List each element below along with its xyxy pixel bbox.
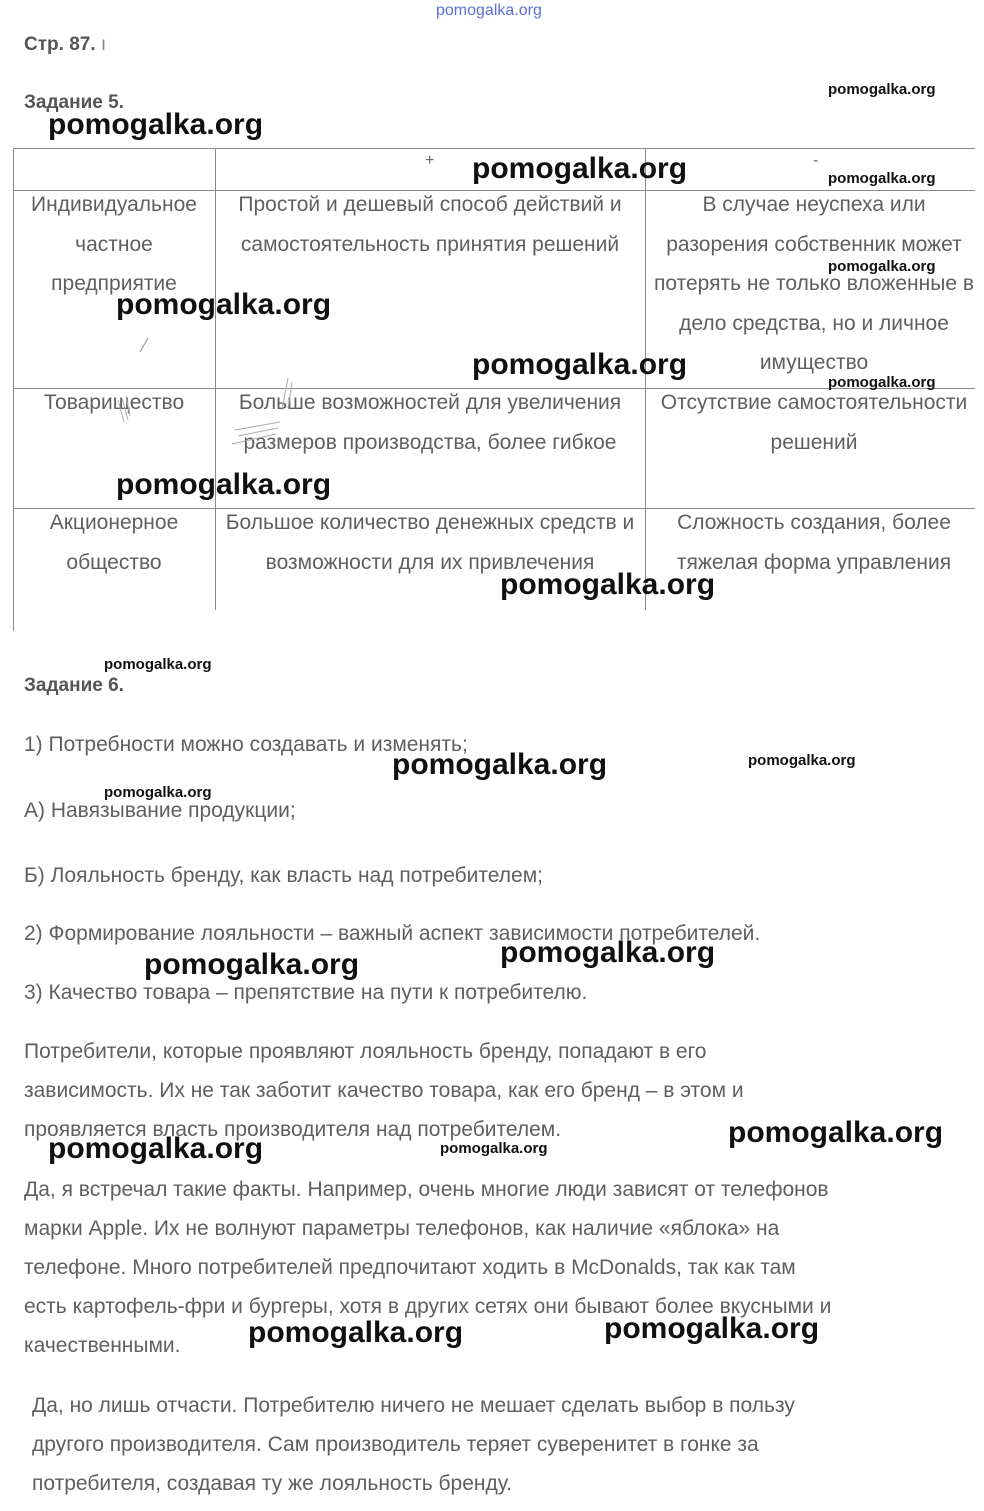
paragraph-1-line: проявляется власть производителя над потребителем. [24,1118,562,1141]
task6-q1: 1) Потребности можно создавать и изменять; [24,733,468,756]
watermark-small: pomogalka.org [828,81,936,98]
row2-type: Товарищество [43,391,185,414]
task6-paragraph-3 [32,1386,795,1503]
task6-q1a: А) Навязывание продукции; [24,799,296,822]
watermark-small: pomogalka.org [104,784,212,801]
paragraph-2-line: Да, я встречал такие факты. Например, очень многие люди зависят от телефонов [24,1178,829,1201]
watermark-small: pomogalka.org [828,170,936,187]
row2-minus: Отсутствие самостоятельности решений [660,391,968,454]
row3-minus: Сложность создания, более тяжелая форма управления [676,511,952,574]
paragraph-1-line: Потребители, которые проявляют лояльность бренду, попадают в его [24,1040,707,1063]
task6-title: Задание 6. [24,675,124,696]
watermark-small: pomogalka.org [828,258,936,275]
watermark: pomogalka.org [48,1132,264,1165]
top-watermark: pomogalka.org [436,2,542,19]
paragraph-3-line: Да, но лишь отчасти. Потребителю ничего не мешает сделать выбор в пользу [32,1394,795,1417]
watermark: pomogalka.org [248,1316,464,1349]
watermark: pomogalka.org [116,288,332,321]
watermark: pomogalka.org [144,948,360,981]
row1-plus: Простой и дешевый способ действий и самостоятельность принятия решений [238,193,622,256]
task6-q2: 2) Формирование лояльности – важный аспект зависимости потребителей. [24,922,761,945]
pencil-scribble [100,330,300,470]
paragraph-2-line: марки Apple. Их не волнуют параметры телефонов, как наличие «яблока» на [24,1217,780,1240]
task6-q1b: Б) Лояльность бренду, как власть над потребителем; [24,864,543,887]
task5-title: Задание 5. [24,92,124,113]
watermark: pomogalka.org [500,568,716,601]
watermark: pomogalka.org [472,348,688,381]
page-number: Стр. 87. [24,34,96,55]
row1-minus: В случае неуспеха или разорения собственник может потерять не только вложенные в дело средства, но и личное имущество [654,193,974,374]
paragraph-2-line: качественными. [24,1334,181,1357]
column-minus-header: - [813,152,819,169]
row1-type: Индивидуальное частное предприятие [31,193,197,295]
paragraph-2-line: есть картофель-фри и бургеры, хотя в других сетях они бывают более вкусными и [24,1295,832,1318]
page-header [24,34,106,56]
watermark: pomogalka.org [392,748,608,781]
row3-type: Акционерное общество [49,511,179,574]
row3-plus: Большое количество денежных средств и возможности для их привлечения [225,511,635,574]
paragraph-3-line: другого производителя. Сам производитель теряет суверенитет в гонке за [32,1433,759,1456]
watermark: pomogalka.org [472,152,688,185]
watermark: pomogalka.org [728,1116,944,1149]
watermark-small: pomogalka.org [748,752,856,769]
task6-q3: 3) Качество товара – препятствие на пути к потребителю. [24,981,588,1004]
paragraph-1-line: зависимость. Их не так заботит качество товара, как его бренд – в этом и [24,1079,744,1102]
watermark: pomogalka.org [500,936,716,969]
paragraph-3-line: потребителя, создавая ту же лояльность бренду. [32,1472,512,1495]
paragraph-2-line: телефоне. Много потребителей предпочитают ходить в McDonalds, так как там [24,1256,796,1279]
watermark-small: pomogalka.org [440,1140,548,1157]
watermark: pomogalka.org [48,108,264,141]
watermark: pomogalka.org [604,1312,820,1345]
watermark: pomogalka.org [116,468,332,501]
watermark-small: pomogalka.org [104,656,212,673]
watermark-small: pomogalka.org [828,374,936,391]
header-mark: ı [100,34,107,55]
row2-plus: Больше возможностей для увеличения размеров производства, более гибкое [238,391,622,454]
column-plus-header: + [425,152,435,169]
